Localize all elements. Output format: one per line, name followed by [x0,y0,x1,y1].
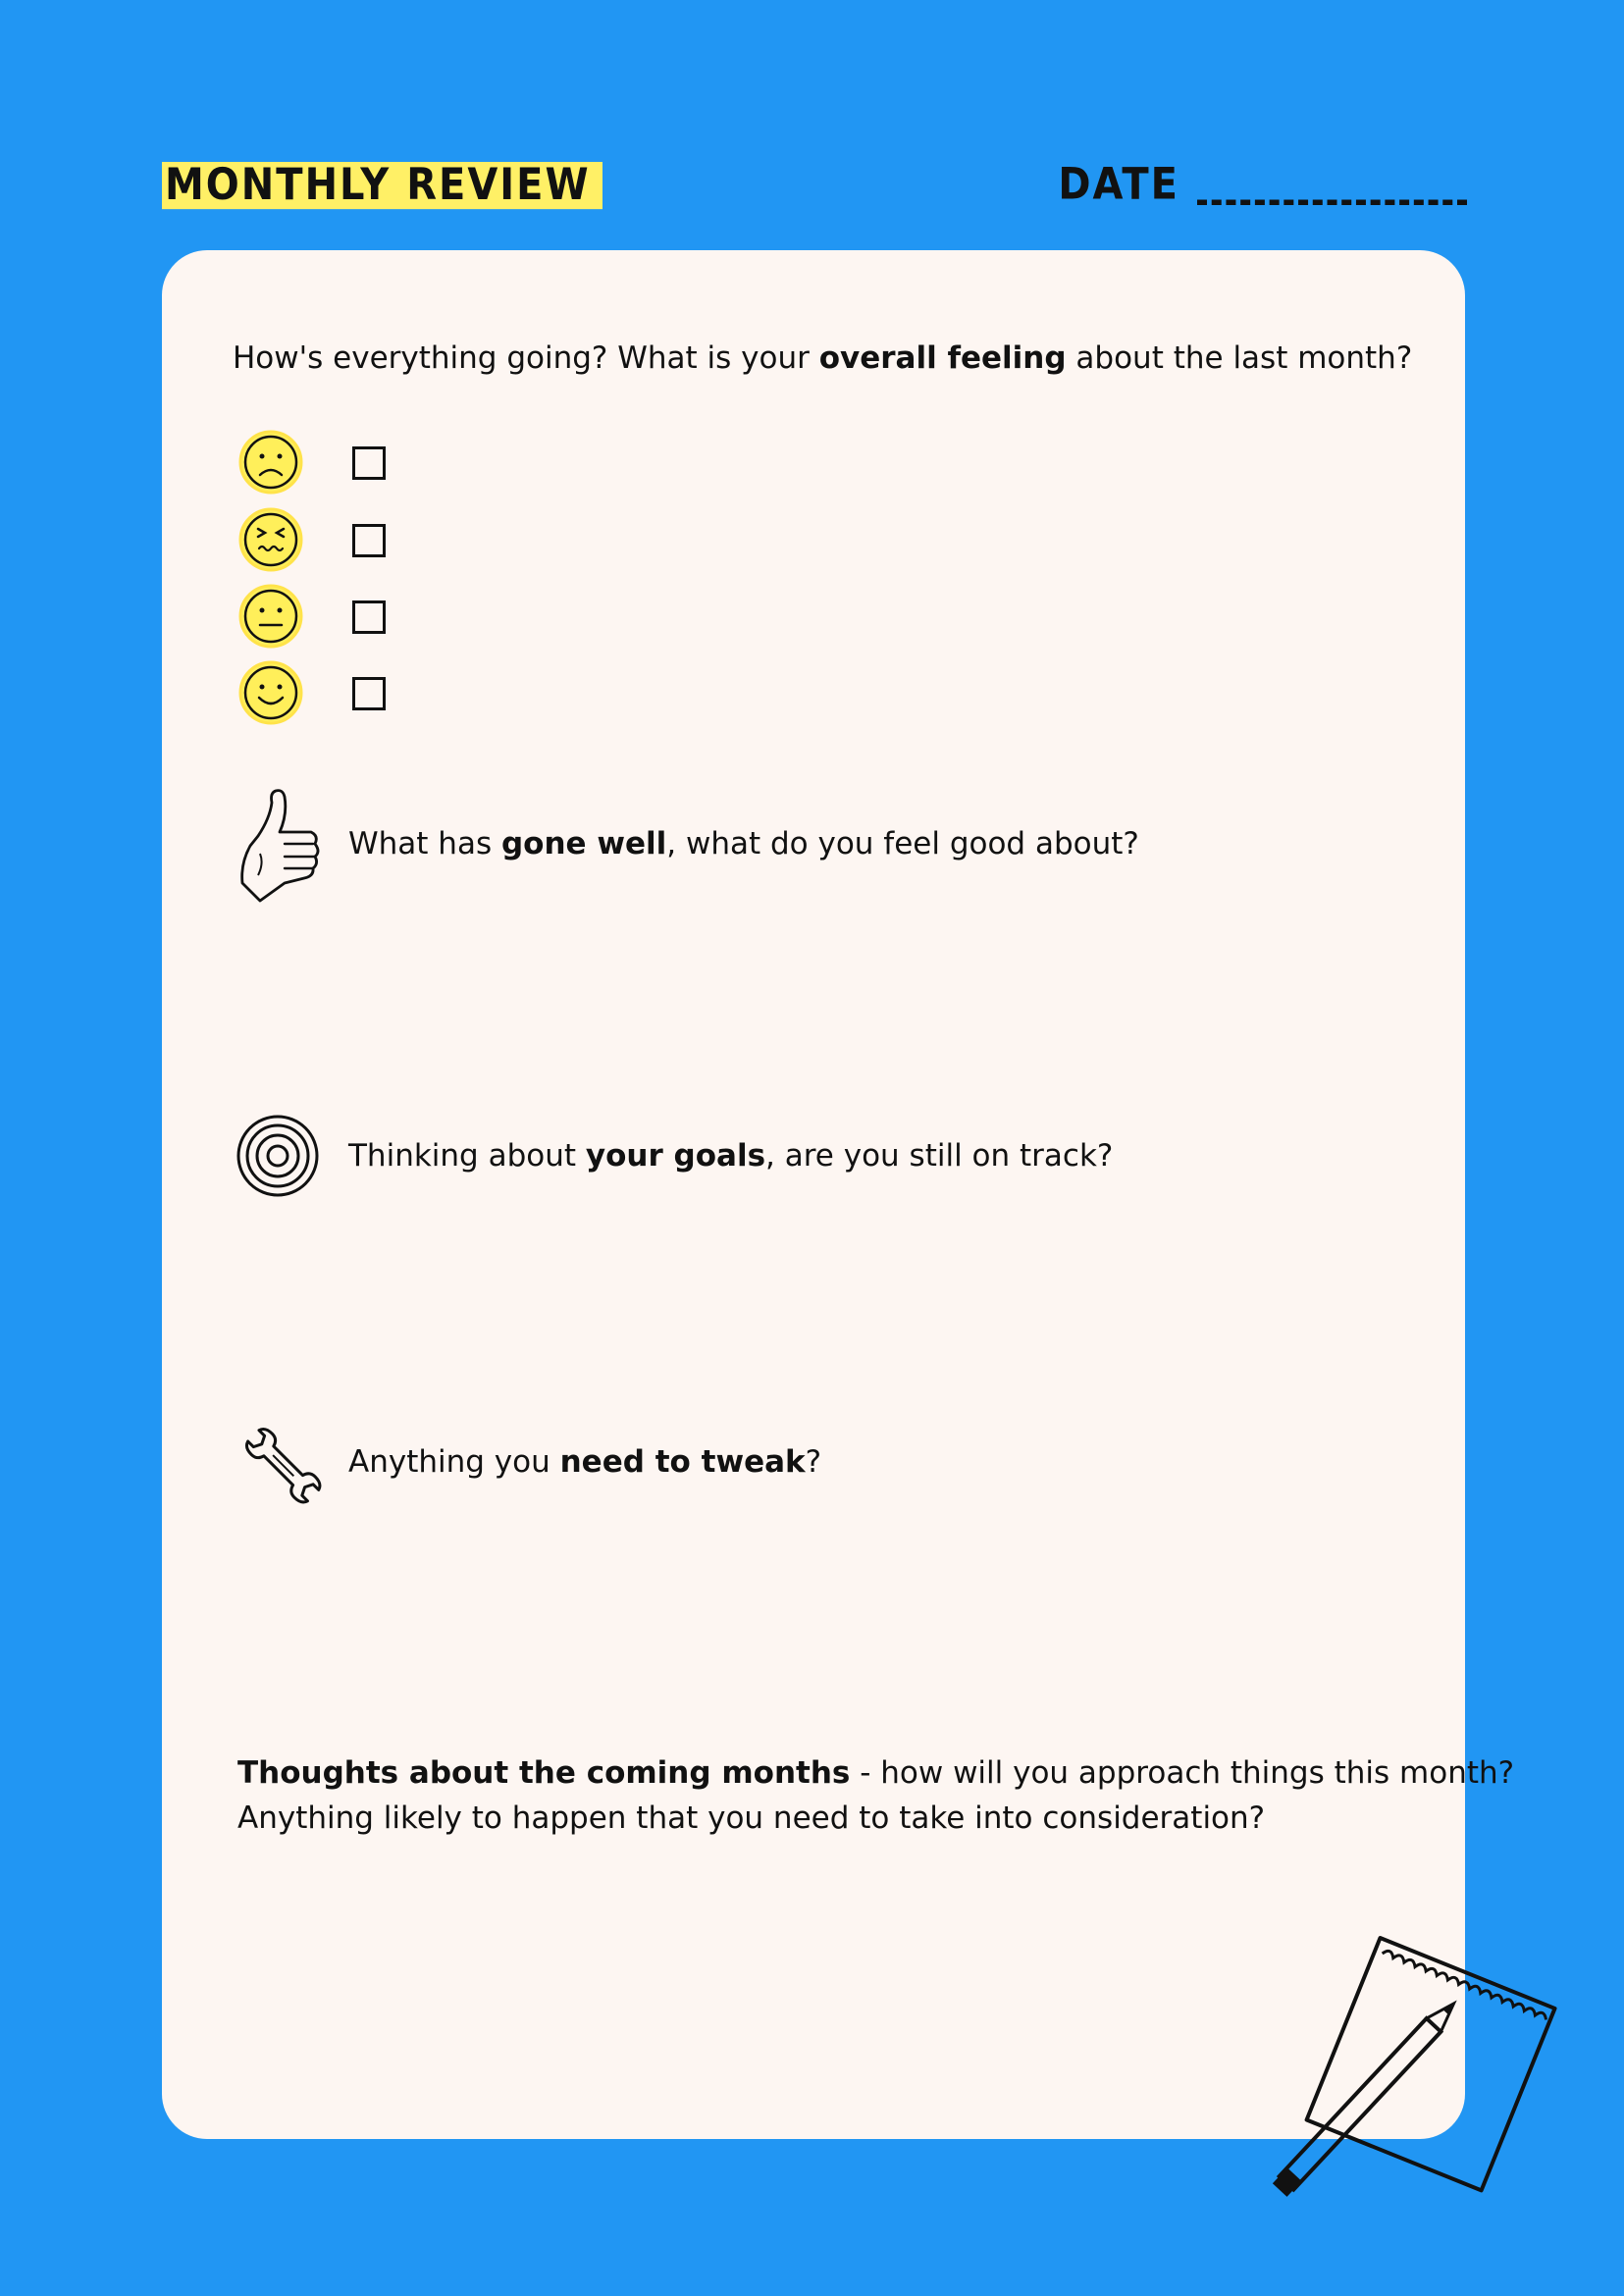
tweak-suffix: ? [805,1444,822,1480]
mood-row-stressed [238,507,386,576]
thumbs-up-icon [231,785,329,903]
overall-feeling-question [233,336,1412,381]
target-icon [236,1114,320,1198]
date-label: DATE [1058,159,1179,210]
neutral-face-icon [238,584,303,649]
overall-feeling-bold: overall feeling [818,340,1067,376]
mood-row-sad [238,430,386,498]
tweak-prefix: Anything you [348,1444,560,1480]
mood-checkbox-sad[interactable] [352,446,386,480]
goals-prefix: Thinking about [348,1138,586,1174]
page-title: MONTHLY REVIEW [162,162,602,209]
thoughts-question-line2: Anything likely to happen that you need to take into consideration? [237,1800,1266,1836]
mood-checkbox-neutral[interactable] [352,600,386,634]
review-card [162,250,1515,2139]
mood-checkbox-happy[interactable] [352,677,386,710]
overall-feeling-suffix: about the last month? [1066,340,1413,376]
thoughts-bold: Thoughts about the coming months [237,1755,851,1791]
gone-well-bold: gone well [500,826,667,861]
gone-well-prefix: What has [348,826,501,861]
overall-feeling-prefix: How's everything going? What is your [233,340,819,376]
date-field [1058,159,1467,210]
thoughts-question [237,1750,1514,1796]
tweak-bold: need to tweak [559,1444,806,1480]
notepad-pencil-icon [1261,1923,1575,2237]
mood-row-neutral [238,584,386,652]
goals-suffix: , are you still on track? [765,1138,1114,1174]
mood-checkbox-stressed[interactable] [352,524,386,557]
thoughts-suffix: - how will you approach things this month? [850,1755,1515,1791]
stressed-face-icon [238,507,303,572]
sad-face-icon [238,430,303,495]
happy-face-icon [238,660,303,725]
mood-row-happy [238,660,386,729]
date-line [1197,193,1467,205]
goals-bold: your goals [585,1138,766,1174]
gone-well-question [348,821,1139,866]
gone-well-suffix: , what do you feel good about? [666,826,1139,861]
tweak-question [348,1439,821,1485]
goals-question [348,1133,1113,1178]
wrench-icon [238,1418,327,1512]
